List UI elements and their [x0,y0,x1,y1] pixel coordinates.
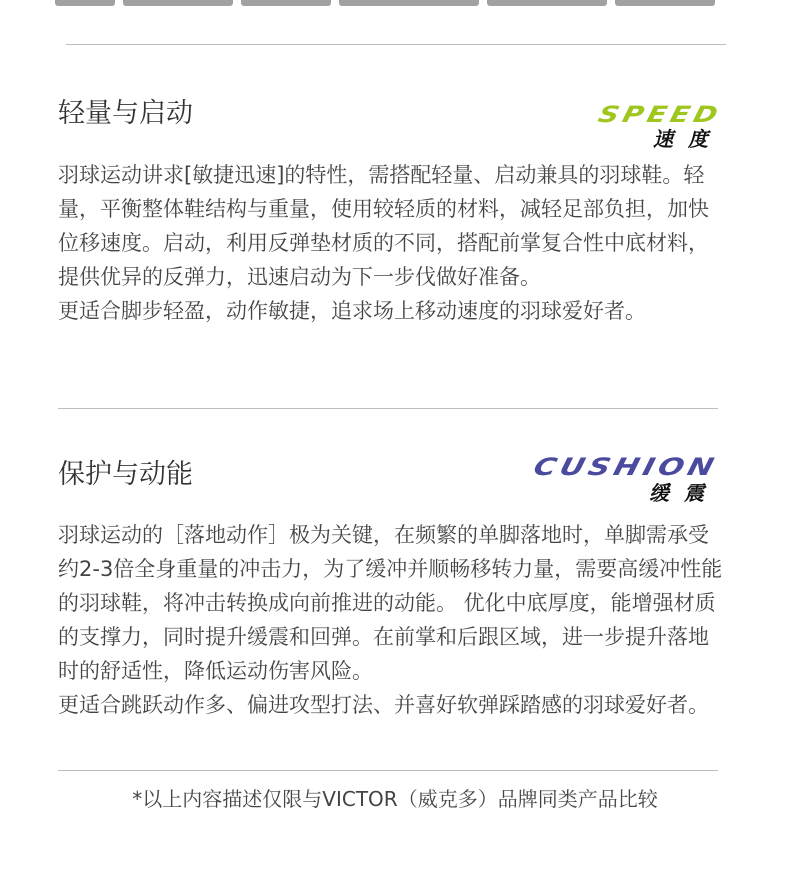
cushion-badge-chinese: 缓 震 [649,481,708,505]
speed-badge-label: SPEED [595,101,725,128]
section-title-speed: 轻量与启动 [58,98,193,129]
speed-badge [595,98,725,151]
cropped-text-top [55,0,735,6]
speed-badge-chinese: 速 度 [653,127,712,151]
divider-top [66,44,726,45]
speed-body-text: 羽球运动讲求[敏捷迅速]的特性，需搭配轻量、启动兼具的羽球鞋。轻量，平衡整体鞋结构与重量，使用较轻质的材料，减轻足部负担，加快位移速度。启动，利用反弹垫材质的不同，搭配前掌复合性中底材料，提供优异的反弹力，迅速启动为下一步伐做好准备。 [58,163,709,289]
cushion-badge [530,450,721,505]
cushion-suitable-text: 更适合跳跃动作多、偏进攻型打法、并喜好软弹踩踏感的羽球爱好者。 [58,693,709,717]
divider-middle [58,408,718,409]
section-title-cushion: 保护与动能 [58,459,193,490]
divider-bottom [58,770,718,771]
speed-description [58,158,726,328]
speed-suitable-text: 更适合脚步轻盈，动作敏捷，追求场上移动速度的羽球爱好者。 [58,299,646,323]
cushion-badge-label: CUSHION [530,453,721,482]
disclaimer-footnote: *以上内容描述仅限与VICTOR（威克多）品牌同类产品比较 [132,787,658,811]
cushion-description [58,518,726,722]
cushion-body-text: 羽球运动的［落地动作］极为关键，在频繁的单脚落地时，单脚需承受约2-3倍全身重量的冲击力，为了缓冲并顺畅移转力量，需要高缓冲性能的羽球鞋，将冲击转换成向前推进的动能。 优化中底厚度，能增强材质的支撑力，同时提升缓震和回弹。在前掌和后跟区域，进一步提升落地时的舒适性，降低运动伤害风险。 [58,523,723,683]
